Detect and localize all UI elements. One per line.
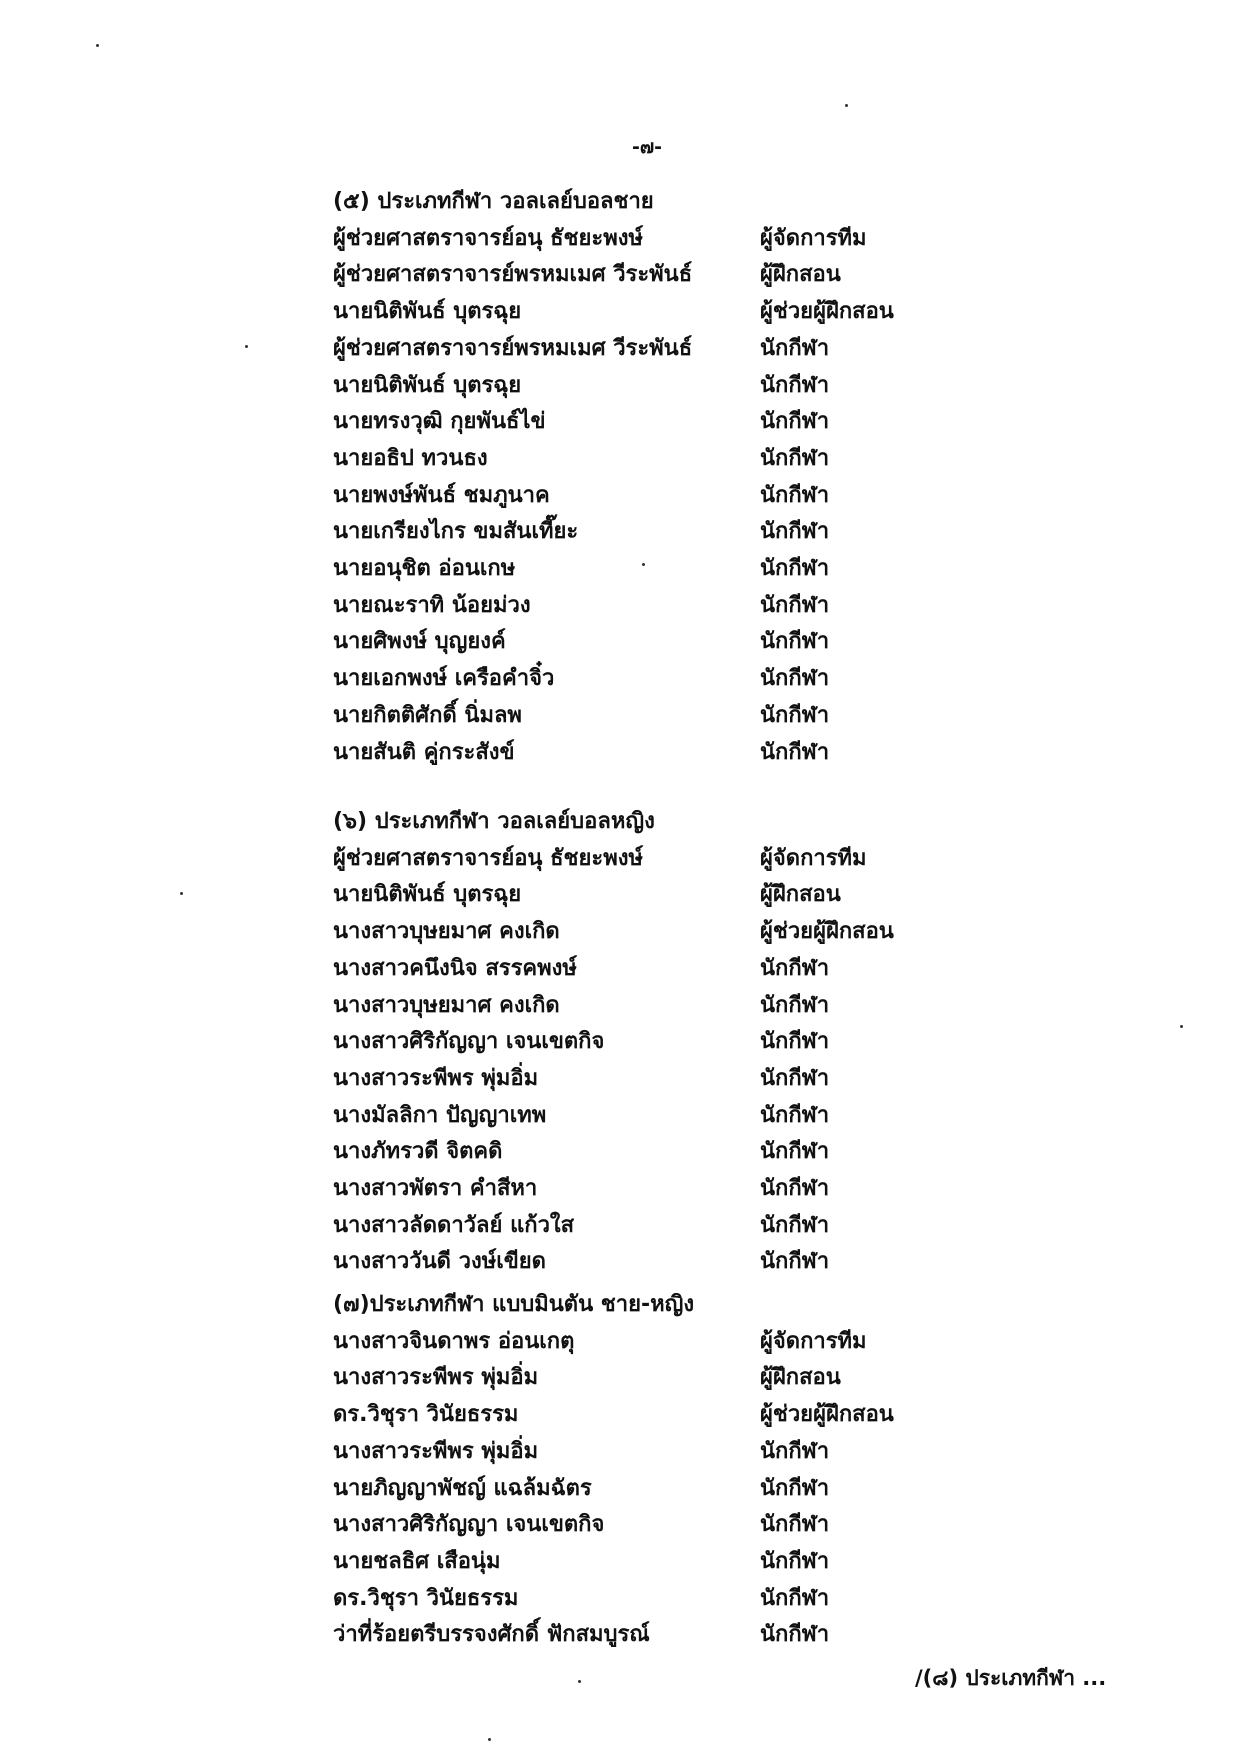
member-name: นางสาวลัดดาวัลย์ แก้วใส (333, 1212, 575, 1238)
member-role: ผู้จัดการทีม (760, 1328, 867, 1354)
member-role: นักกีฬา (760, 1475, 830, 1501)
member-role: นักกีฬา (760, 739, 830, 765)
member-role: นักกีฬา (760, 519, 830, 545)
member-name: นางสาวศิริกัญญา เจนเขตกิจ (333, 1029, 605, 1055)
member-name: นางภัทรวดี จิตคดิ (333, 1139, 503, 1165)
member-name: นายเอกพงษ์ เครือคำจิ๋ว (333, 666, 555, 692)
member-name: นางสาวระพีพร พุ่มอิ่ม (333, 1438, 539, 1464)
member-role: นักกีฬา (760, 955, 830, 981)
member-row (0, 478, 1233, 514)
member-role: นักกีฬา (760, 1585, 830, 1611)
member-name: ดร.วิชุรา วินัยธรรม (333, 1585, 519, 1611)
member-row (0, 1507, 1233, 1543)
member-row (0, 1244, 1233, 1280)
member-row (0, 735, 1233, 771)
member-row (0, 841, 1233, 877)
member-row (0, 221, 1233, 257)
member-role: นักกีฬา (760, 629, 830, 655)
member-role: นักกีฬา (760, 592, 830, 618)
member-role: นักกีฬา (760, 1102, 830, 1128)
member-role: นักกีฬา (760, 482, 830, 508)
member-row (0, 368, 1233, 404)
member-role: นักกีฬา (760, 1065, 830, 1091)
member-row (0, 951, 1233, 987)
member-row (0, 1581, 1233, 1617)
member-row (0, 1061, 1233, 1097)
member-role: นักกีฬา (760, 992, 830, 1018)
scan-speck (845, 104, 848, 107)
member-row (0, 331, 1233, 367)
member-row (0, 1098, 1233, 1134)
member-role: ผู้จัดการทีม (760, 225, 867, 251)
member-name: นายชลธิศ เสือนุ่ม (333, 1548, 501, 1574)
member-row (0, 1171, 1233, 1207)
member-row (0, 698, 1233, 734)
member-row (0, 1397, 1233, 1433)
member-row (0, 1208, 1233, 1244)
member-role: นักกีฬา (760, 372, 830, 398)
member-row (0, 914, 1233, 950)
member-row (0, 294, 1233, 330)
member-role: นักกีฬา (760, 1622, 830, 1648)
member-role: ผู้จัดการทีม (760, 845, 867, 871)
member-row (0, 661, 1233, 697)
member-row (0, 514, 1233, 550)
member-role: นักกีฬา (760, 1548, 830, 1574)
member-name: นายพงษ์พันธ์ ชมภูนาค (333, 482, 550, 508)
scan-speck (245, 345, 248, 348)
member-role: นักกีฬา (760, 1029, 830, 1055)
member-name: ว่าที่ร้อยตรีบรรจงศักดิ์ ฟักสมบูรณ์ (333, 1622, 650, 1648)
member-name: นายศิพงษ์ บุญยงค์ (333, 629, 506, 655)
member-row (0, 1134, 1233, 1170)
member-name: นางสาวระพีพร พุ่มอิ่ม (333, 1365, 539, 1391)
member-row (0, 624, 1233, 660)
member-name: นางสาวระพีพร พุ่มอิ่ม (333, 1065, 539, 1091)
member-row (0, 551, 1233, 587)
member-role: ผู้ช่วยผู้ฝึกสอน (760, 299, 894, 325)
member-row (0, 1360, 1233, 1396)
member-row (0, 1434, 1233, 1470)
member-role: นักกีฬา (760, 409, 830, 435)
member-role: นักกีฬา (760, 335, 830, 361)
member-role: นักกีฬา (760, 556, 830, 581)
member-name: นางสาวบุษยมาศ คงเกิด (333, 992, 560, 1018)
member-name: ผู้ช่วยศาสตราจารย์อนุ ธัชยะพงษ์ (333, 225, 643, 251)
scan-speck (180, 892, 183, 895)
section-heading: (๖) ประเภทกีฬา วอลเลย์บอลหญิง (333, 809, 655, 834)
member-row (0, 1024, 1233, 1060)
member-role: นักกีฬา (760, 1176, 830, 1201)
member-row (0, 404, 1233, 440)
member-name: ดร.วิชุรา วินัยธรรม (333, 1402, 519, 1428)
member-row (0, 588, 1233, 624)
member-role: นักกีฬา (760, 445, 830, 471)
member-role: นักกีฬา (760, 666, 830, 692)
member-name: นายกิตติศักดิ์ นิ่มลพ (333, 702, 522, 728)
member-name: ผู้ช่วยศาสตราจารย์พรหมเมศ วีระพันธ์ (333, 335, 693, 361)
member-name: นายสันติ คู่กระสังข์ (333, 739, 515, 765)
section-heading: (๕) ประเภทกีฬา วอลเลย์บอลชาย (333, 189, 654, 214)
member-role: ผู้ฝึกสอน (760, 262, 841, 288)
member-name: นางสาวบุษยมาศ คงเกิด (333, 919, 560, 945)
member-role: ผู้ฝึกสอน (760, 882, 841, 908)
member-name: นายทรงวุฒิ กุยพันธ์ไข่ (333, 409, 546, 435)
member-name: ผู้ช่วยศาสตราจารย์อนุ ธัชยะพงษ์ (333, 845, 643, 871)
member-name: นางสาวศิริกัญญา เจนเขตกิจ (333, 1512, 605, 1538)
scan-speck (642, 563, 645, 566)
member-role: ผู้ฝึกสอน (760, 1365, 841, 1391)
scan-speck (96, 44, 99, 47)
member-name: นายเกรียงไกร ขมสันเที๊ยะ (333, 519, 579, 545)
member-name: ผู้ช่วยศาสตราจารย์พรหมเมศ วีระพันธ์ (333, 262, 693, 288)
member-role: นักกีฬา (760, 1512, 830, 1538)
member-row (0, 877, 1233, 913)
member-name: นางสาวจินดาพร อ่อนเกตุ (333, 1328, 575, 1354)
scan-speck (578, 1680, 581, 1683)
member-row (0, 257, 1233, 293)
page-number: -๗- (632, 136, 663, 158)
member-name: นางสาวคนึงนิจ สรรคพงษ์ (333, 955, 577, 981)
member-name: นายนิติพันธ์ บุตรฉุย (333, 299, 522, 325)
member-name: นายอธิป ทวนธง (333, 445, 488, 471)
member-row (0, 1617, 1233, 1653)
member-row (0, 988, 1233, 1024)
member-name: นายนิติพันธ์ บุตรฉุย (333, 882, 522, 908)
member-name: นายอนุชิต อ่อนเกษ (333, 556, 516, 581)
member-name: นายนิติพันธ์ บุตรฉุย (333, 372, 522, 398)
member-name: นางสาววันดี วงษ์เขียด (333, 1249, 546, 1275)
section-heading: (๗)ประเภทกีฬา แบบมินตัน ชาย-หญิง (333, 1292, 695, 1317)
member-name: นางมัลลิกา ปัญญาเทพ (333, 1102, 547, 1128)
member-role: นักกีฬา (760, 1139, 830, 1165)
member-role: นักกีฬา (760, 1249, 830, 1275)
scan-speck (1180, 1025, 1183, 1028)
member-name: นายณะราทิ น้อยม่วง (333, 592, 531, 618)
member-role: ผู้ช่วยผู้ฝึกสอน (760, 919, 894, 945)
member-role: ผู้ช่วยผู้ฝึกสอน (760, 1402, 894, 1428)
member-row (0, 1471, 1233, 1507)
member-role: นักกีฬา (760, 702, 830, 728)
member-role: นักกีฬา (760, 1438, 830, 1464)
member-row (0, 441, 1233, 477)
member-name: นางสาวพัตรา คำสีหา (333, 1176, 538, 1201)
member-row (0, 1544, 1233, 1580)
member-row (0, 1324, 1233, 1360)
member-name: นายภิญญาพัชญ์ แฉล้มฉัตร (333, 1475, 592, 1501)
continuation-reference: /(๘) ประเภทกีฬา ... (915, 1666, 1107, 1690)
scan-speck (488, 1738, 491, 1741)
member-role: นักกีฬา (760, 1212, 830, 1238)
